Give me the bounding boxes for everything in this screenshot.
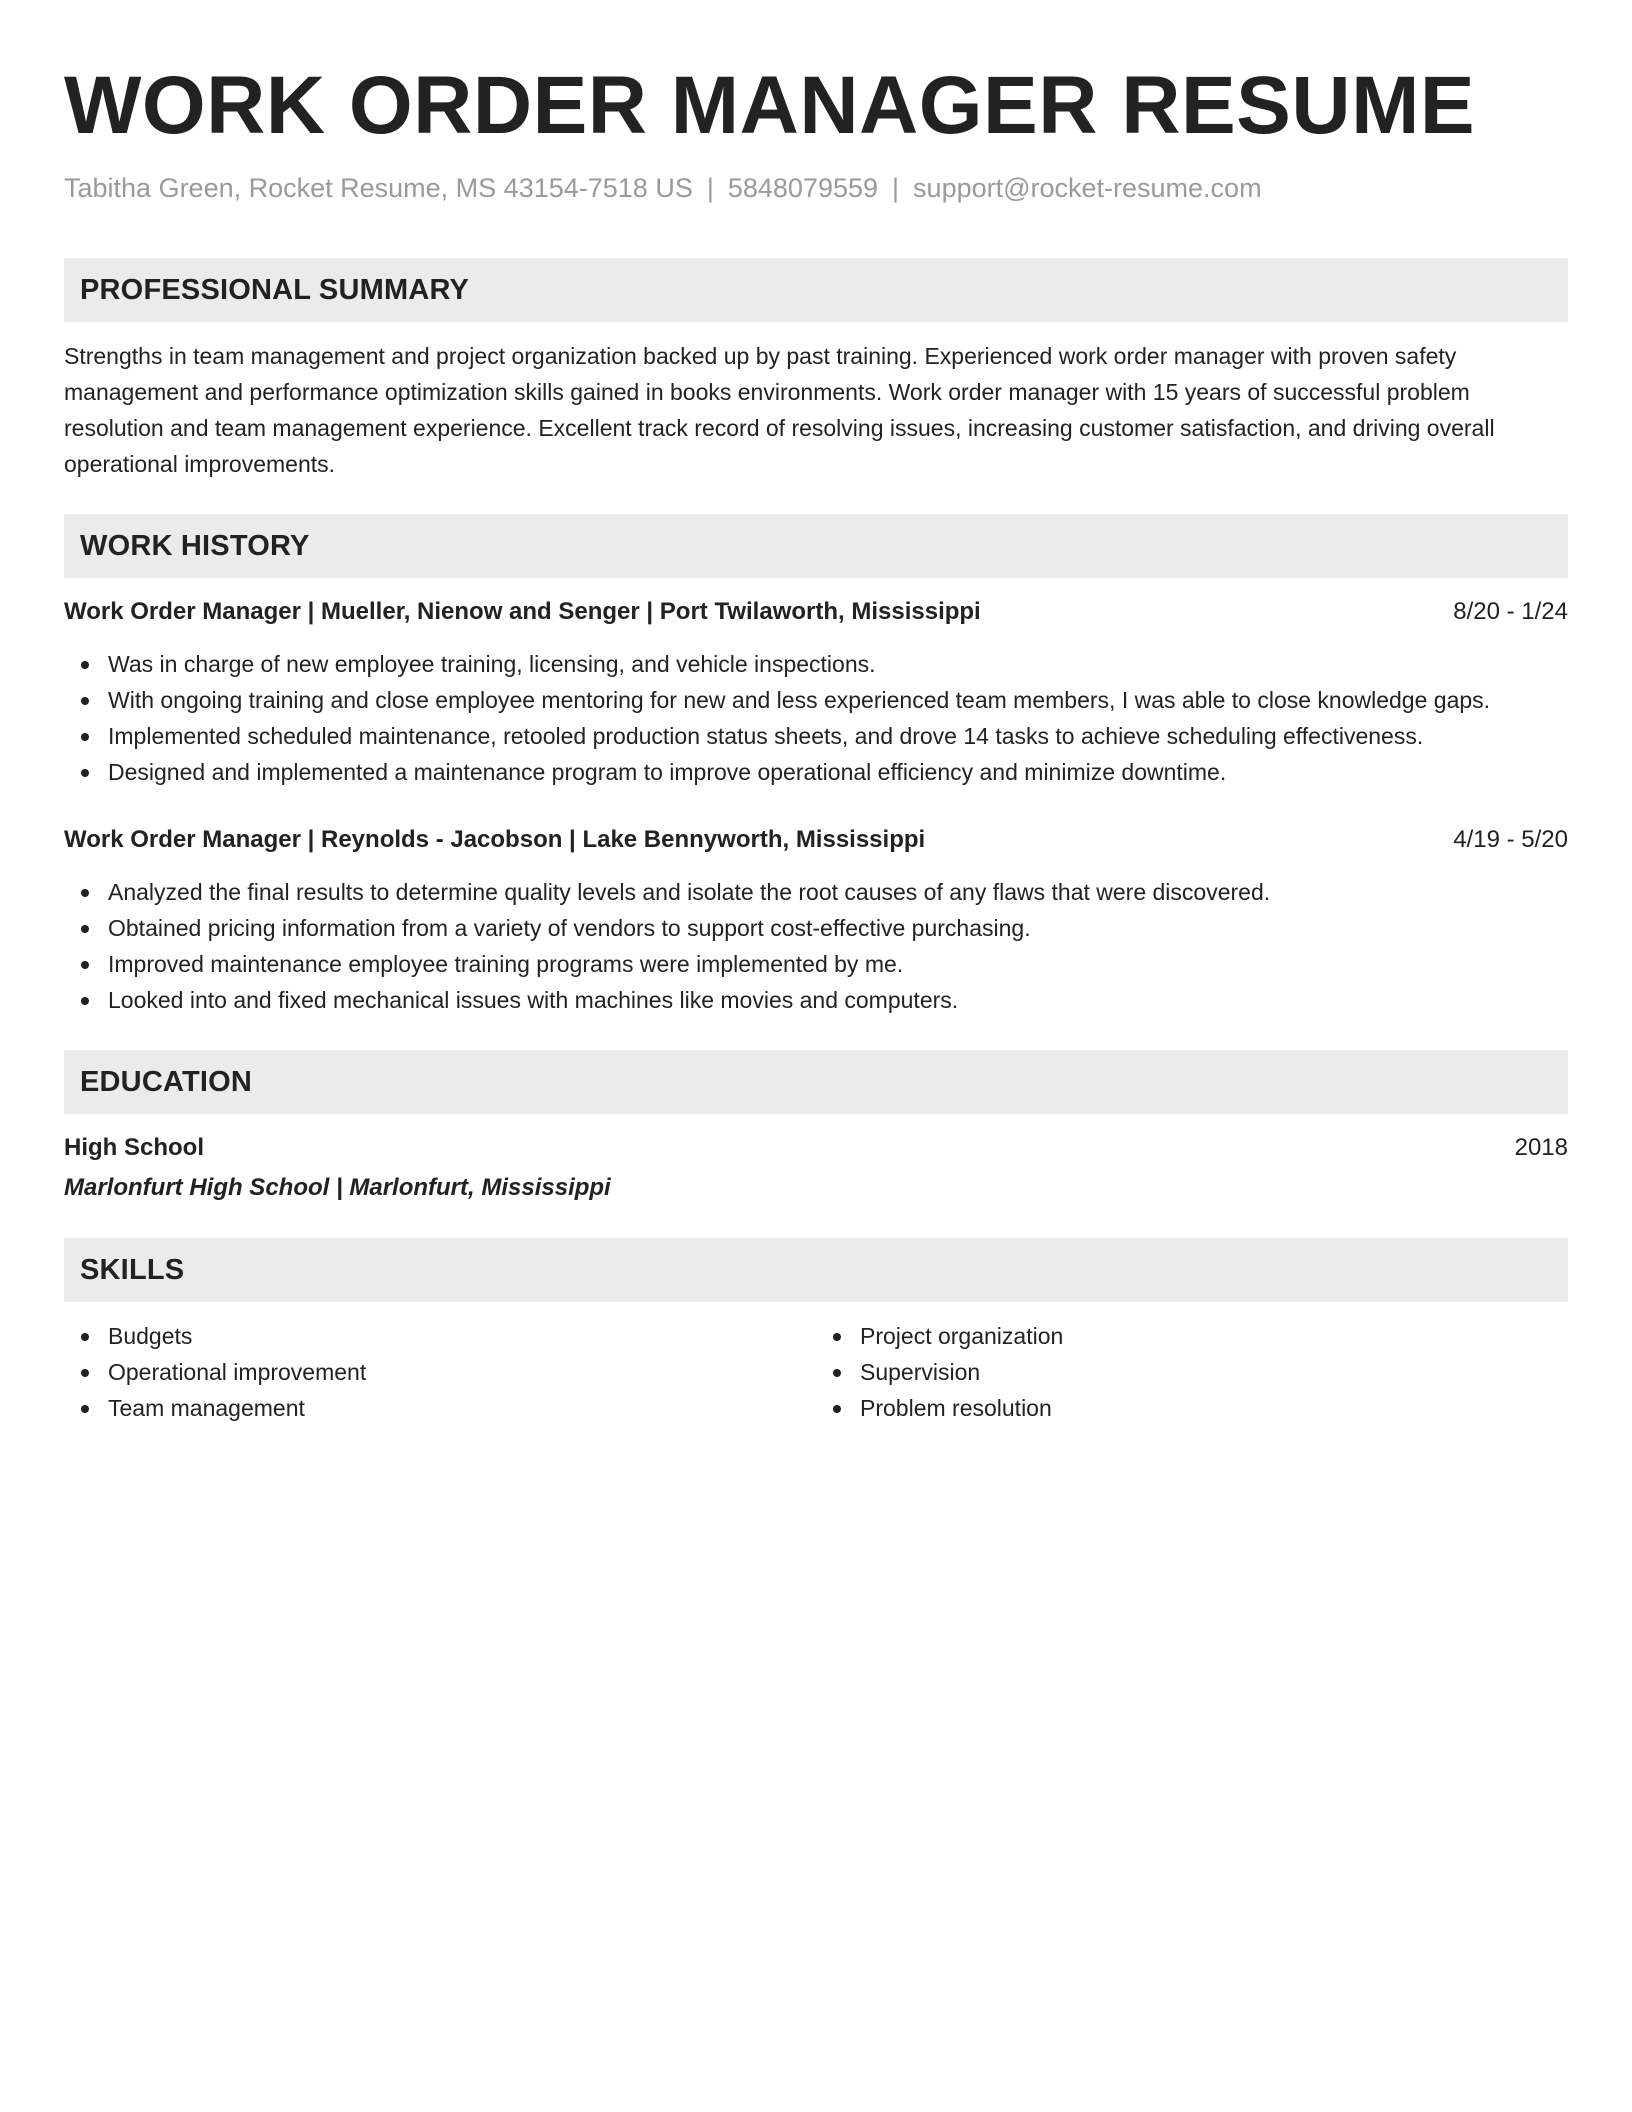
section-title: PROFESSIONAL SUMMARY [80, 273, 470, 306]
contact-address: Tabitha Green, Rocket Resume, MS 43154-7518 US [64, 173, 693, 203]
contact-email: support@rocket-resume.com [913, 173, 1262, 203]
job-title: Work Order Manager | Mueller, Nienow and Senger | Port Twilaworth, Mississippi [64, 598, 981, 625]
list-item: Obtained pricing information from a variety of vendors to support cost-effective purchasing. [64, 910, 1568, 946]
list-item: With ongoing training and close employee mentoring for new and less experienced team members, I was able to close knowledge gaps. [64, 682, 1568, 718]
resume-title: WORK ORDER MANAGER RESUME [64, 60, 1476, 151]
list-item: Improved maintenance employee training programs were implemented by me. [64, 946, 1568, 982]
job-bullet-list [64, 646, 1568, 790]
section-title: SKILLS [80, 1253, 185, 1286]
education-degree: High School [64, 1134, 204, 1161]
list-item: Was in charge of new employee training, licensing, and vehicle inspections. [64, 646, 1568, 682]
contact-separator: | [892, 173, 900, 203]
skill-item: Team management [64, 1390, 816, 1426]
skills-column-left [64, 1318, 816, 1426]
list-item: Looked into and fixed mechanical issues with machines like movies and computers. [64, 982, 1568, 1018]
education-year: 2018 [1514, 1134, 1568, 1161]
job-bullet-list [64, 874, 1568, 1018]
section-header-summary [64, 258, 1568, 322]
skill-item: Supervision [816, 1354, 1568, 1390]
skill-item: Project organization [816, 1318, 1568, 1354]
job-dates: 8/20 - 1/24 [1453, 598, 1568, 625]
summary-text: Strengths in team management and project organization backed up by past training. Experienced work order manager with proven safety management and performance optimization skills gained in books environments. Work order manager with 15 years of successful problem resolution and team management experience. Excellent track record of resolving issues, increasing customer satisfaction, and driving overall operational improvements. [64, 343, 1495, 477]
list-item: Designed and implemented a maintenance program to improve operational efficiency and minimize downtime. [64, 754, 1568, 790]
education-school: Marlonfurt High School | Marlonfurt, Mississippi [64, 1174, 611, 1201]
skills-grid [64, 1318, 1568, 1426]
list-item: Analyzed the final results to determine quality levels and isolate the root causes of any flaws that were discovered. [64, 874, 1568, 910]
contact-phone: 5848079559 [727, 173, 879, 203]
skill-item: Problem resolution [816, 1390, 1568, 1426]
section-title: WORK HISTORY [80, 529, 310, 562]
job-dates: 4/19 - 5/20 [1453, 826, 1568, 853]
skills-column-right [816, 1318, 1568, 1426]
section-header-skills [64, 1238, 1568, 1302]
section-header-education [64, 1050, 1568, 1114]
skill-item: Budgets [64, 1318, 816, 1354]
contact-separator: | [706, 173, 714, 203]
section-header-work-history [64, 514, 1568, 578]
job-header [64, 822, 1568, 858]
contact-line [64, 170, 1568, 206]
section-title: EDUCATION [80, 1065, 253, 1098]
list-item: Implemented scheduled maintenance, retooled production status sheets, and drove 14 tasks to achieve scheduling effectiveness. [64, 718, 1568, 754]
job-header [64, 594, 1568, 630]
job-title: Work Order Manager | Reynolds - Jacobson | Lake Bennyworth, Mississippi [64, 826, 926, 853]
skill-item: Operational improvement [64, 1354, 816, 1390]
education-header [64, 1130, 1568, 1166]
